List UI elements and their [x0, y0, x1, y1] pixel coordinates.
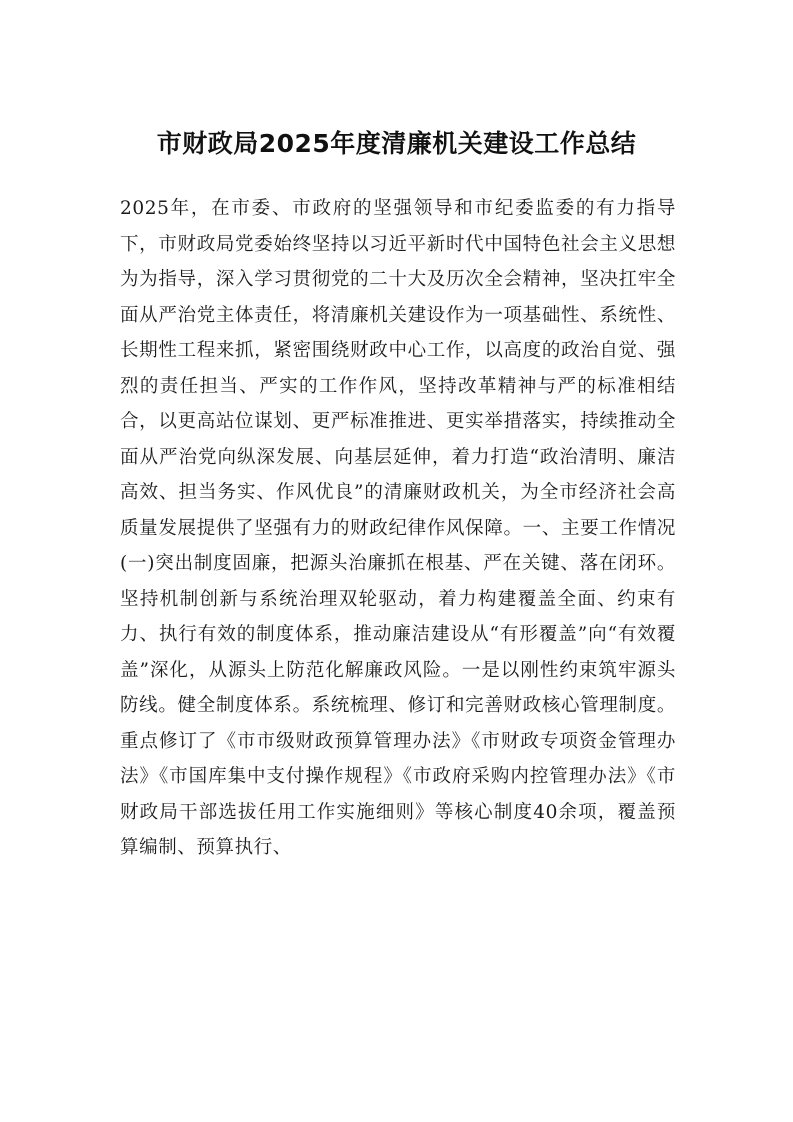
body-paragraph: 2025年，在市委、市政府的坚强领导和市纪委监委的有力指导下，市财政局党委始终坚持以习近平新时代中国特色社会主义思想为为指导，深入学习贯彻党的二十大及历次全会精神，坚决扛牢全面从严治党主体责任，将清廉机关建设作为一项基础性、系统性、长期性工程来抓，紧密围绕财政中心工作，以高度的政治自觉、强烈的责任担当、严实的工作作风，坚持改革精神与严的标准相结合，以更高站位谋划、更严标准推进、更实举措落实，持续推动全面从严治党向纵深发展、向基层延伸，着力打造“政治清明、廉洁高效、担当务实、作风优良”的清廉财政机关，为全市经济社会高质量发展提供了坚强有力的财政纪律作风保障。一、主要工作情况(一)突出制度固廉，把源头治廉抓在根基、严在关键、落在闭环。坚持机制创新与系统治理双轮驱动，着力构建覆盖全面、约束有力、执行有效的制度体系，推动廉洁建设从“有形覆盖”向“有效覆盖”深化，从源头上防范化解廉政风险。一是以刚性约束筑牢源头防线。健全制度体系。系统梳理、修订和完善财政核心管理制度。重点修订了《市市级财政预算管理办法》《市财政专项资金管理办法》《市国库集中支付操作规程》《市政府采购内控管理办法》《市财政局干部选拔任用工作实施细则》等核心制度40余项，覆盖预算编制、预算执行、 [120, 198, 676, 858]
document-title: 市财政局2025年度清廉机关建设工作总结 [156, 129, 637, 158]
